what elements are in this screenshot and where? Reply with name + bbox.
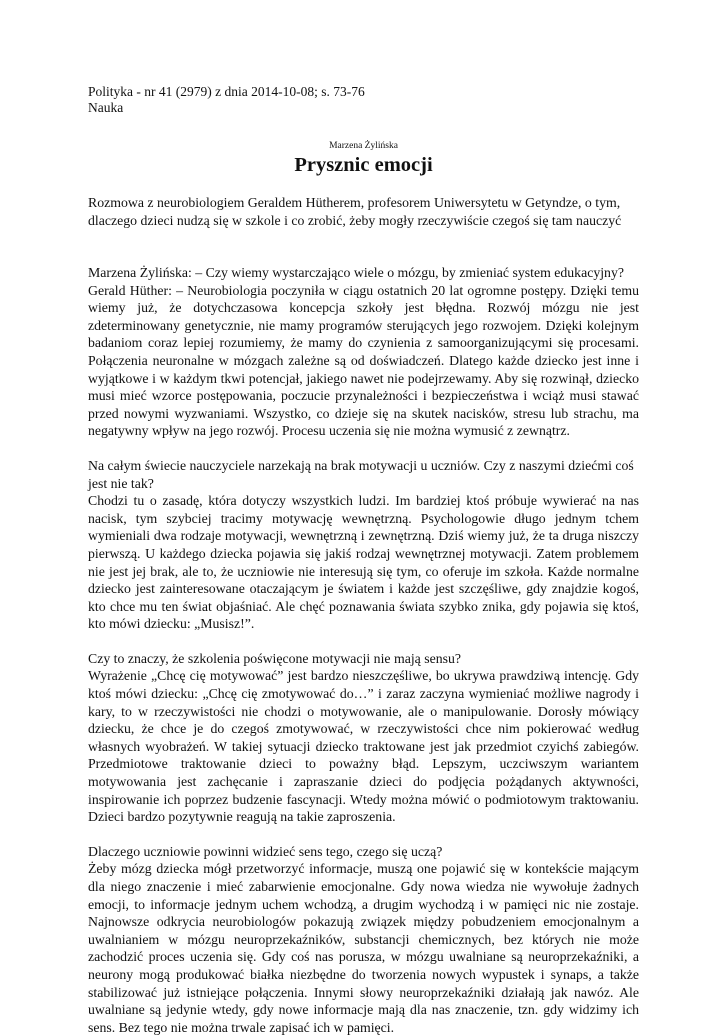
interview-answer: Żeby mózg dziecka mógł przetworzyć informacje, muszą one pojawić się w kontekście mającym dla niego znaczenie i mieć zabarwienie emocjonalne. Gdy nowa wiedza nie wywołuje żadnych emocji, to informacje jednym uchem wchodzą, a drugim wychodzą i w pamięci nic nie zostaje. Najnowsze odkrycia neurobiologów pokazują związek między pobudzeniem emocjonalnym a uwalnianiem w mózgu neuroprzekaźników, substancji chemicznych, bez których nie może zachodzić proces uczenia się. Gdy coś nas porusza, w mózgu uwalniane są neuroprzekaźniki, a neurony mogą produkować białka niezbędne do tworzenia nowych wypustek i synaps, a także stabilizować już istniejące połączenia. Innymi słowy neuroprzekaźniki działają jak nawóz. Ale uwalniane są jedynie wtedy, gdy nowe informacje mają dla nas znaczenie, tzn. gdy widzimy ich sens. Bez tego nie można trwale zapisać ich w pamięci.: [88, 861, 639, 1035]
interview-answer: Gerald Hüther: – Neurobiologia poczyniła w ciągu ostatnich 20 lat ogromne postępy. Dzięki temu wiemy już, że dotychczasowa koncepcja szkoły jest błędna. Rozwój mózgu nie jest zdeterminowany genetycznie, nie mamy programów sterujących jego rozwojem. Dzięki kolejnym badaniom coraz lepiej rozumiemy, że mamy do czynienia z samoorganizującymi się procesami. Połączenia neuronalne w mózgach zależne są od doświadczeń. Dlatego każde dziecko jest inne i wyjątkowe i w każdym tkwi potencjał, jakiego nawet nie podejrzewamy. Aby się rozwinął, dziecko musi mieć wzorce postępowania, poczucie przynależności i bezpieczeństwa i wciąż musi stawać przed nowymi wyzwaniami. Wszystko, co dzieje się na skutek nacisków, stresu lub strachu, ma negatywny wpływ na jego rozwój. Procesu uczenia się nie można wymusić z zewnątrz.: [88, 282, 639, 439]
interview-block-2: [88, 457, 639, 633]
interview-block-1: [88, 264, 639, 440]
interview-question: Dlaczego uczniowie powinni widzieć sens tego, czego się uczą?: [88, 843, 443, 859]
interview-block-4: [88, 843, 639, 1036]
document-page: [88, 84, 639, 1036]
interview-answer: Chodzi tu o zasadę, która dotyczy wszystkich ludzi. Im bardziej ktoś próbuje wywierać na nas nacisk, tym szybciej tracimy motywację wewnętrzną. Psychologowie długo jednym tchem wymieniali dwa rodzaje motywacji, wewnętrzną i zewnętrzną. Dziś wiemy już, że ta druga niszczy pierwszą. U każdego dziecka pojawia się jakiś rodzaj wewnętrznej motywacji. Zatem problemem nie jest jej brak, ale to, że uczniowie nie interesują się tym, co oferuje im szkoła. Każde normalne dziecko jest zainteresowane otaczającym je światem i każde jest szczęśliwe, gdy znajdzie kogoś, kto chce mu ten świat objaśniać. Ale chęć poznawania świata szybko znika, gdy pojawia się ktoś, kto mówi dziecku: „Musisz!”.: [88, 493, 639, 632]
interview-block-3: [88, 650, 639, 826]
article-title: Prysznic emocji: [294, 154, 433, 176]
article-lead: Rozmowa z neurobiologiem Geraldem Hütherem, profesorem Uniwersytetu w Getyndze, o tym, dlaczego dzieci nudzą się w szkole i co zrobić, żeby mogły rzeczywiście czegoś się tam nauczyć: [88, 195, 622, 228]
interview-question: Na całym świecie nauczyciele narzekają na brak motywacji u uczniów. Czy z naszymi dziećmi coś jest nie tak?: [88, 457, 634, 491]
interview-question: Czy to znaczy, że szkolenia poświęcone motywacji nie mają sensu?: [88, 650, 462, 666]
source-line: Polityka - nr 41 (2979) z dnia 2014-10-08; s. 73-76: [88, 84, 365, 99]
interview-question: Marzena Żylińska: – Czy wiemy wystarczająco wiele o mózgu, by zmieniać system edukacyjny?: [88, 265, 624, 280]
article-author: Marzena Żylińska: [329, 141, 398, 151]
interview-answer: Wyrażenie „Chcę cię motywować” jest bardzo nieszczęśliwe, bo ukrywa prawdziwą intencję. Gdy ktoś mówi dziecku: „Chcę cię zmotywować do…” i zaraz zaczyna wymieniać możliwe nagrody i kary, to w rzeczywistości nie chodzi o motywowanie, ale o manipulowanie. Dorosły mówiący dziecku, że chce je do czegoś zmotywować, w rzeczywistości chce nim pokierować według własnych wyobrażeń. W takiej sytuacji dziecko traktowane jest jak przedmiot czyichś zabiegów. Przedmiotowe traktowanie dzieci to poważny błąd. Lepszym, uczciwszym wariantem motywowania jest zachęcanie i zapraszanie dzieci do podjęcia pożądanych aktywności, inspirowanie ich poprzez budzenie fascynacji. Wtedy można mówić o podmiotowym traktowaniu. Dzieci bardzo pozytywnie reagują na takie zaproszenia.: [88, 668, 639, 825]
section-label: Nauka: [88, 100, 124, 115]
